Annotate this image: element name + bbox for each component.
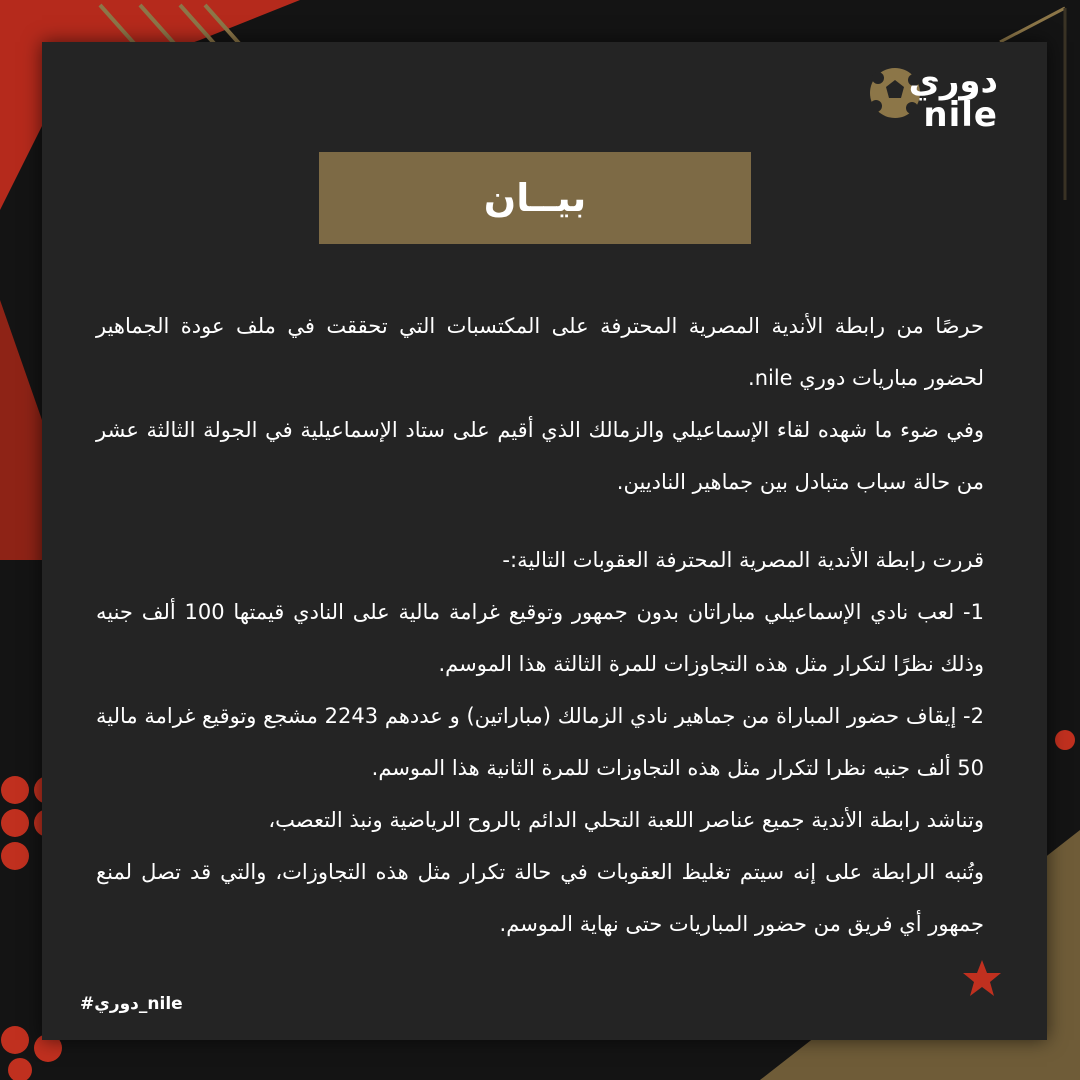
paragraph: 2- إيقاف حضور المباراة من جماهير نادي الزمالك (مباراتين) و عددهم 2243 مشجع وتوقيع غرامة مالية 50 ألف جنيه نظرا لتكرار مثل هذه التجاوزات للمرة الثانية هذا الموسم.	[96, 704, 984, 780]
page-title: بيــان	[483, 176, 587, 220]
gold-line-top-right	[1000, 8, 1065, 42]
paragraph: وتناشد رابطة الأندية جميع عناصر اللعبة التحلي الدائم بالروح الرياضية ونبذ التعصب،	[268, 808, 984, 832]
paragraph: حرصًا من رابطة الأندية المصرية المحترفة على المكتسبات التي تحققت في ملف عودة الجماهير لحضور مباريات دوري nile.	[96, 314, 984, 390]
hashtag: #دوري_nile	[80, 994, 183, 1014]
paragraph: قررت رابطة الأندية المصرية المحترفة العقوبات التالية:-	[502, 548, 984, 572]
logo-text-latin: nile	[923, 95, 998, 135]
paragraph: وفي ضوء ما شهده لقاء الإسماعيلي والزمالك الذي أقيم على ستاد الإسماعيلية في الجولة الثالثة عشر من حالة سباب متبادل بين جماهير الناديين.	[96, 418, 984, 494]
title-banner	[319, 152, 751, 244]
red-star-icon	[962, 958, 1002, 998]
red-dots-right	[1055, 730, 1075, 750]
logo-text-arabic: دوري	[908, 61, 998, 101]
paragraph: وتُنبه الرابطة على إنه سيتم تغليظ العقوبات في حالة تكرار مثل هذه التجاوزات، والتي قد تصل لمنع جمهور أي فريق من حضور المباريات حتى نهاية الموسم.	[96, 860, 984, 936]
statement-body	[96, 300, 984, 950]
paragraph: 1- لعب نادي الإسماعيلي مباراتان بدون جمهور وتوقيع غرامة مالية على النادي قيمتها 100 ألف جنيه وذلك نظرًا لتكرار مثل هذه التجاوزات للمرة الثالثة هذا الموسم.	[96, 600, 984, 676]
league-logo	[868, 60, 998, 140]
red-shape-left-lower	[0, 300, 42, 560]
